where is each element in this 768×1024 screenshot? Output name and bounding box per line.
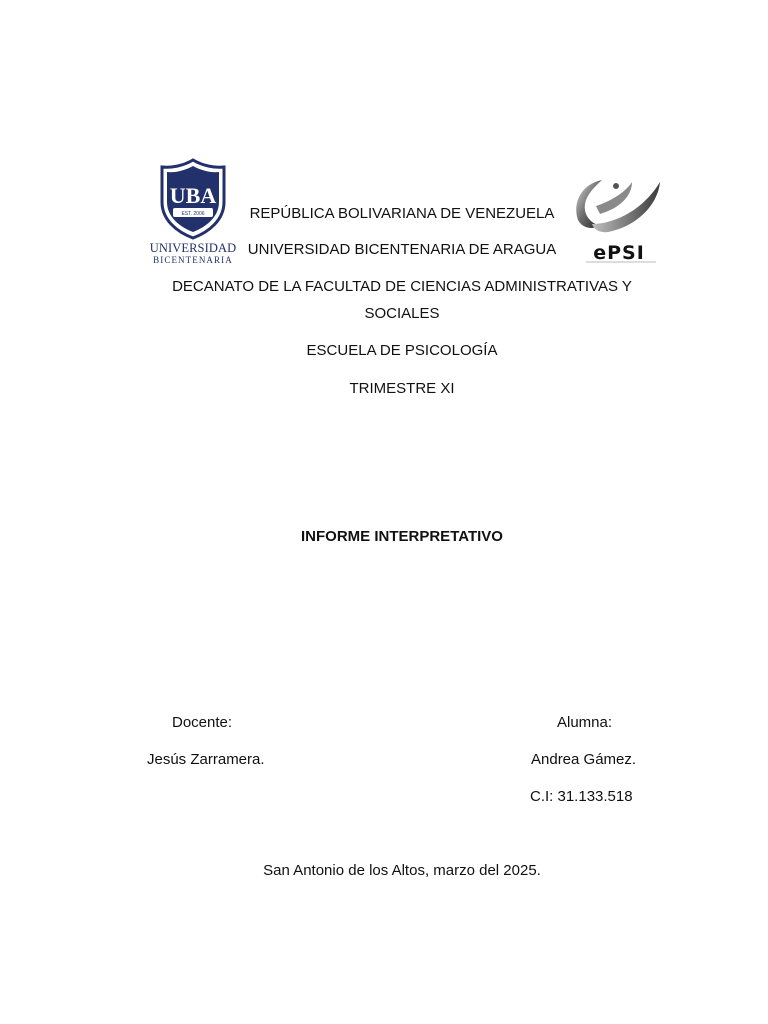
uba-emblem-text: UBA [169,183,217,208]
student-name: Andrea Gámez. [531,751,637,768]
epsi-logo-text: ePSI [593,242,645,264]
header-faculty-line: DECANATO DE LA FACULTAD DE CIENCIAS ADMINISTRATIVAS Y [172,278,632,295]
header-trimester-line: TRIMESTRE XI [349,380,455,397]
place-date: San Antonio de los Altos, marzo del 2025. [263,862,541,879]
header-republic-line: REPÚBLICA BOLIVARIANA DE VENEZUELA [249,205,555,222]
student-id: C.I: 31.133.518 [530,788,633,805]
uba-emblem-subtext: EST. 2006 [181,211,205,217]
uba-caption-line2: BICENTENARIA [153,255,233,265]
teacher-name: Jesús Zarramera. [147,751,265,768]
header-faculty-line-continued: SOCIALES [364,305,440,322]
header-university-line: UNIVERSIDAD BICENTENARIA DE ARAGUA [247,241,557,258]
uba-caption-line1: UNIVERSIDAD [149,241,237,255]
student-label: Alumna: [557,714,613,731]
document-title: INFORME INTERPRETATIVO [301,528,503,545]
header-school-line: ESCUELA DE PSICOLOGÍA [306,342,498,359]
teacher-label: Docente: [172,714,233,731]
uba-shield-icon [159,158,227,240]
